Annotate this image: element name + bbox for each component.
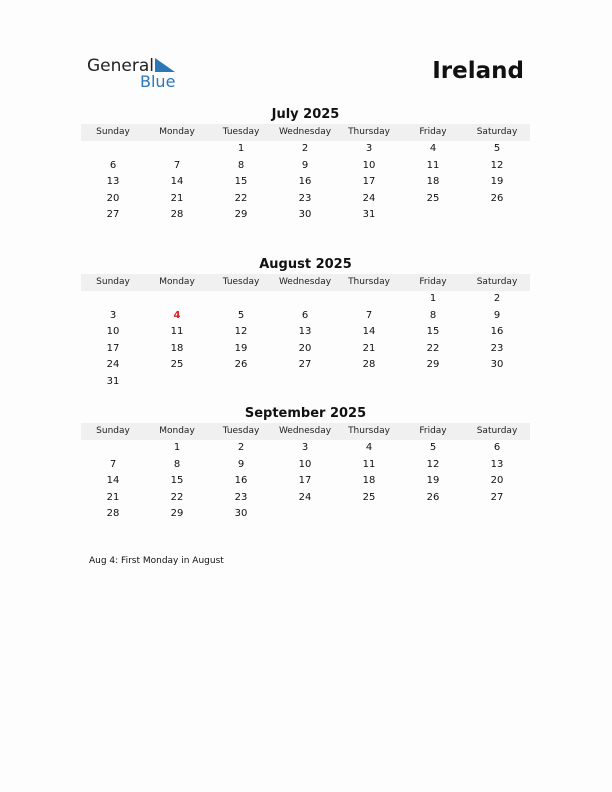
weekday-label: Sunday xyxy=(96,127,130,137)
day-cell: 7 xyxy=(173,159,181,171)
weekday-header xyxy=(81,124,530,141)
day-cell: 3 xyxy=(365,143,373,154)
day-cell: 3 xyxy=(109,309,117,321)
day-cell: 31 xyxy=(106,375,120,387)
day-cell: 29 xyxy=(170,508,184,520)
week-row xyxy=(81,357,530,374)
month-block xyxy=(81,256,530,391)
day-cell xyxy=(401,506,465,523)
day-cell: 6 xyxy=(301,309,309,321)
day-cell: 27 xyxy=(298,359,312,371)
day-cell: 17 xyxy=(298,475,312,487)
day-cell: 3 xyxy=(301,442,309,453)
day-cell: 15 xyxy=(170,475,184,487)
week-row xyxy=(81,174,530,191)
day-cell: 30 xyxy=(298,209,312,221)
day-cell xyxy=(81,440,145,457)
week-row xyxy=(81,341,530,358)
day-cell: 12 xyxy=(490,159,504,171)
day-cell: 29 xyxy=(234,209,248,221)
day-cell: 27 xyxy=(106,209,120,221)
day-cell: 31 xyxy=(362,209,376,221)
logo xyxy=(87,56,187,92)
day-cell: 15 xyxy=(234,176,248,188)
weekday-label: Thursday xyxy=(348,127,390,137)
day-cell: 14 xyxy=(362,326,376,338)
day-cell: 16 xyxy=(234,475,248,487)
day-cell: 15 xyxy=(426,326,440,338)
day-cell: 25 xyxy=(170,359,184,371)
week-row xyxy=(81,457,530,474)
weekday-label: Saturday xyxy=(476,127,518,137)
day-cell: 20 xyxy=(490,475,504,487)
day-cell: 11 xyxy=(170,326,184,338)
day-cell: 25 xyxy=(426,192,440,204)
day-cell: 21 xyxy=(362,342,376,354)
day-cell: 10 xyxy=(298,458,312,470)
weekday-label: Sunday xyxy=(96,426,130,436)
day-cell: 26 xyxy=(426,491,440,503)
day-cell xyxy=(337,374,401,391)
day-cell xyxy=(337,506,401,523)
day-cell xyxy=(273,291,337,308)
day-cell: 14 xyxy=(170,176,184,188)
weekday-label: Monday xyxy=(159,277,195,287)
day-cell xyxy=(465,374,529,391)
weekday-label: Thursday xyxy=(348,426,390,436)
weekday-label: Tuesday xyxy=(222,127,260,137)
day-cell xyxy=(145,141,209,158)
day-cell: 10 xyxy=(106,326,120,338)
week-row xyxy=(81,374,530,391)
day-cell: 28 xyxy=(170,209,184,221)
week-row xyxy=(81,324,530,341)
day-cell: 17 xyxy=(362,176,376,188)
weekday-label: Sunday xyxy=(96,277,130,287)
week-row xyxy=(81,291,530,308)
day-cell: 9 xyxy=(237,458,245,470)
day-cell: 29 xyxy=(426,359,440,371)
week-row xyxy=(81,490,530,507)
weekday-label: Monday xyxy=(159,127,195,137)
day-cell: 2 xyxy=(237,442,245,453)
logo-text-general: General xyxy=(87,56,154,76)
weekday-label: Tuesday xyxy=(222,426,260,436)
holiday-note: Aug 4: First Monday in August xyxy=(89,556,224,566)
day-cell: 7 xyxy=(365,309,373,321)
day-cell xyxy=(465,207,529,224)
day-cell: 19 xyxy=(490,176,504,188)
day-cell: 23 xyxy=(234,491,248,503)
day-cell: 23 xyxy=(298,192,312,204)
day-cell: 17 xyxy=(106,342,120,354)
weekday-header xyxy=(81,423,530,440)
day-cell: 21 xyxy=(170,192,184,204)
day-cell xyxy=(273,506,337,523)
day-cell: 9 xyxy=(301,159,309,171)
day-cell: 12 xyxy=(426,458,440,470)
month-block xyxy=(81,405,530,523)
day-cell: 22 xyxy=(170,491,184,503)
day-cell xyxy=(337,291,401,308)
day-cell: 24 xyxy=(106,359,120,371)
day-cell: 2 xyxy=(493,293,501,304)
day-cell: 18 xyxy=(362,475,376,487)
day-cell: 25 xyxy=(362,491,376,503)
day-cell: 6 xyxy=(109,159,117,171)
weekday-label: Friday xyxy=(419,426,447,436)
day-cell xyxy=(209,291,273,308)
day-cell: 24 xyxy=(298,491,312,503)
weekday-label: Monday xyxy=(159,426,195,436)
day-cell: 14 xyxy=(106,475,120,487)
weekday-header xyxy=(81,274,530,291)
week-row xyxy=(81,158,530,175)
day-cell: 5 xyxy=(493,143,501,154)
day-cell: 8 xyxy=(237,159,245,171)
day-cell: 4 xyxy=(173,309,181,321)
week-row xyxy=(81,141,530,158)
day-cell: 19 xyxy=(234,342,248,354)
day-cell xyxy=(273,374,337,391)
day-cell: 5 xyxy=(429,442,437,453)
day-cell xyxy=(401,207,465,224)
day-cell: 13 xyxy=(298,326,312,338)
day-cell: 21 xyxy=(106,491,120,503)
logo-text-blue: Blue xyxy=(140,72,176,91)
weekday-label: Friday xyxy=(419,277,447,287)
weekday-label: Wednesday xyxy=(278,127,332,137)
weekday-label: Tuesday xyxy=(222,277,260,287)
day-cell: 22 xyxy=(234,192,248,204)
day-cell: 11 xyxy=(362,458,376,470)
month-title: August 2025 xyxy=(259,257,352,272)
day-cell: 13 xyxy=(490,458,504,470)
day-cell: 18 xyxy=(170,342,184,354)
weekday-label: Wednesday xyxy=(278,426,332,436)
day-cell: 12 xyxy=(234,326,248,338)
week-row xyxy=(81,191,530,208)
day-cell: 26 xyxy=(490,192,504,204)
day-cell: 6 xyxy=(493,442,501,453)
country-title: Ireland xyxy=(432,58,524,84)
day-cell: 4 xyxy=(365,442,373,453)
day-cell: 8 xyxy=(429,309,437,321)
month-block xyxy=(81,106,530,224)
day-cell: 20 xyxy=(298,342,312,354)
day-cell: 23 xyxy=(490,342,504,354)
day-cell: 1 xyxy=(173,442,181,453)
logo-triangle-icon xyxy=(155,58,175,72)
day-cell: 16 xyxy=(490,326,504,338)
weekday-label: Wednesday xyxy=(278,277,332,287)
day-cell xyxy=(145,291,209,308)
day-cell: 13 xyxy=(106,176,120,188)
day-cell: 7 xyxy=(109,458,117,470)
day-cell: 16 xyxy=(298,176,312,188)
week-row xyxy=(81,308,530,325)
day-cell xyxy=(465,506,529,523)
day-cell xyxy=(145,374,209,391)
day-cell: 10 xyxy=(362,159,376,171)
month-title: July 2025 xyxy=(271,107,340,122)
week-row xyxy=(81,440,530,457)
week-row xyxy=(81,473,530,490)
weekday-label: Saturday xyxy=(476,426,518,436)
week-row xyxy=(81,506,530,523)
day-cell: 27 xyxy=(490,491,504,503)
day-cell: 5 xyxy=(237,309,245,321)
day-cell: 28 xyxy=(106,508,120,520)
day-cell: 24 xyxy=(362,192,376,204)
week-row xyxy=(81,207,530,224)
day-cell: 26 xyxy=(234,359,248,371)
weekday-label: Thursday xyxy=(348,277,390,287)
day-cell: 20 xyxy=(106,192,120,204)
day-cell: 28 xyxy=(362,359,376,371)
day-cell: 1 xyxy=(429,293,437,304)
day-cell: 30 xyxy=(490,359,504,371)
day-cell: 19 xyxy=(426,475,440,487)
day-cell: 1 xyxy=(237,143,245,154)
weekday-label: Friday xyxy=(419,127,447,137)
month-title: September 2025 xyxy=(244,406,367,421)
day-cell: 2 xyxy=(301,143,309,154)
day-cell: 8 xyxy=(173,458,181,470)
day-cell: 22 xyxy=(426,342,440,354)
day-cell: 18 xyxy=(426,176,440,188)
day-cell: 30 xyxy=(234,508,248,520)
day-cell: 9 xyxy=(493,309,501,321)
day-cell xyxy=(401,374,465,391)
holiday-notes xyxy=(89,556,224,566)
day-cell xyxy=(209,374,273,391)
day-cell xyxy=(81,141,145,158)
day-cell xyxy=(81,291,145,308)
day-cell: 4 xyxy=(429,143,437,154)
weekday-label: Saturday xyxy=(476,277,518,287)
day-cell: 11 xyxy=(426,159,440,171)
